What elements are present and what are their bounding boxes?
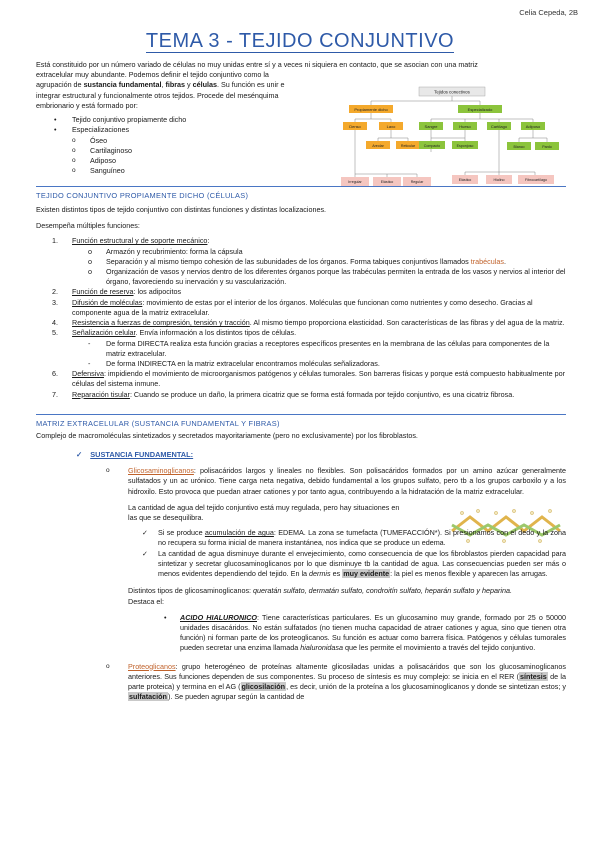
list-item: o Armazón y recubrimiento: forma la cápsula	[88, 246, 243, 256]
gag-types: Distintos tipos de glicosaminoglicanos: queratán sulfato, dermatán sulfato, condroitín sulfato, heparán sulfato y heparina.	[128, 586, 512, 596]
section-intro: Complejo de macromoléculas sintetizados y secretados mayoritariamente (pero no exclusivamente) por los fibroblastos.	[36, 431, 418, 441]
list-item: • Especializaciones	[54, 125, 566, 135]
list-item: o Organización de vasos y nervios dentro de los diferentes órganos porque las trabéculas permiten la entrada de los vasos y nervios al interior del órgano, favoreciendo su inervación y su vascularización.	[88, 267, 566, 287]
list-item: o Glicosaminoglicanos: polisacáridos largos y lineales no flexibles. Son polisacáridos formados por un amino azúcar generalmente sulfatados y un ac urónico. Tiene carga neta negativa, debido fundamental a los grupos sulfato, pero tb a los grupos carboxilo y a los hidroxilo. Esto provoca que puedan atraer cationes y por tanto agua, contribuyendo a la hidratación de la matriz extracelular.	[106, 466, 566, 496]
node-laxo-label: Laxo	[386, 124, 396, 129]
function-item: 4. Resistencia a fuerzas de compresión, tensión y tracción. Al mismo tiempo proporciona elasticidad. Son características de las fibras y del agua de la matriz.	[52, 318, 565, 328]
list-item: o Sanguíneo	[72, 166, 566, 176]
node-blanco-label: Blanco	[513, 145, 525, 149]
list-item: ✓ Si se produce acumulación de agua: EDEMA. La zona se tumefacta (TUMEFACCIÓN*). Si presionamos con el dedo y la zona no recupera su forma inicial de manera instantánea, nos indica que se produce un edema.	[142, 528, 567, 548]
section-title: TEJIDO CONJUNTIVO PROPIAMENTE DICHO (CÉLULAS)	[36, 191, 249, 201]
checkmark-icon: ✓	[142, 528, 149, 538]
function-sublist	[88, 247, 566, 288]
node-compacto-label: Compacto	[423, 144, 441, 148]
node-hialino-label: Hialino	[493, 178, 505, 182]
intro-text	[36, 70, 326, 111]
intro-line-1: Está constituido por un número variado de células no muy unidas entre sí y a veces ni siquiera en contacto, que se asocian con una matriz	[36, 60, 478, 69]
gag-types-post: Destaca el:	[128, 596, 164, 606]
node-fibrocartilago-label: Fibrocartílago	[525, 178, 547, 182]
node-especializado-label: Especializado	[467, 107, 493, 112]
section-intro: Existen distintos tipos de tejido conjuntivo con distintas funciones y distintas localizaciones.	[36, 204, 327, 214]
node-adiposo-label: Adiposo	[525, 124, 541, 129]
function-item: 6. Defensiva: impidiendo el movimiento de microorganismos patógenos y células tumorales. Son barreras físicas y porque está compuesto habitualmente por células del sistema inmune.	[52, 369, 566, 389]
intro-line-4: integrar estructural y funcionalmente otros tejidos. Procede del mesénquima	[36, 90, 279, 100]
water-block	[36, 503, 566, 523]
document-body	[36, 60, 566, 702]
bullet-icon: o	[106, 662, 110, 670]
list-item: o Óseo	[72, 136, 566, 146]
node-irregular-label: Irregular	[348, 180, 362, 184]
node-reticular-label: Reticular	[400, 144, 416, 148]
title-underline	[146, 52, 454, 53]
list-item: • Tejido conjuntivo propiamente dicho	[54, 115, 566, 125]
list-item: o Proteoglicanos: grupo heterogéneo de proteínas altamente glicosiladas unidas a polisacáridos que son los glucosaminoglicanos anteriores. Sus funciones dependen de sus componentes. Su proceso de síntesis es muy complejo: se inicia en el RER (síntesis de la parte proteica) y termina en el AG (glicosilación, es decir, unión de la proteína a los glucosaminoglicanos y donde se sintetizan estos; y sulfatación). Se pueden agrupar según la cantidad de	[106, 661, 566, 702]
node-propiamente-label: Propiamente dicho	[354, 107, 388, 112]
node-cartilago-label: Cartílago	[490, 124, 508, 129]
node-esponjoso-label: Esponjoso	[456, 144, 474, 148]
intro-line-2: extracelular muy abundante. Podemos definir el tejido conjuntivo como la	[36, 70, 269, 80]
bullet-icon: •	[164, 612, 167, 622]
author-name: Celia Cepeda, 2B	[519, 8, 578, 17]
node-hueso-label: Hueso	[459, 124, 471, 129]
bullet-icon: o	[106, 467, 110, 475]
checkmark-icon: ✓	[142, 548, 149, 558]
intro-line-3: agrupación de sustancia fundamental, fibras y células. Su función es unir e	[36, 80, 285, 90]
section-title: MATRIZ EXTRACELULAR (SUSTANCIA FUNDAMENTAL Y FIBRAS)	[36, 418, 280, 428]
node-areolar-label: Areolar	[372, 144, 384, 148]
list-item: o Adiposo	[72, 156, 566, 166]
page-title: TEMA 3 - TEJIDO CONJUNTIVO	[145, 30, 455, 52]
list-item: - De forma DIRECTA realiza esta función gracias a receptores específicos presentes en la membrana de las células para componentes de la matriz extracelular.	[88, 338, 550, 358]
water-text: La cantidad de agua del tejido conjuntivo está muy regulada, pero hay situaciones en las que se desequilibra.	[128, 502, 400, 522]
node-denso-label: Denso	[349, 124, 361, 129]
node-regular-label: Regular	[410, 180, 424, 184]
node-elastico-2-label: Elástico	[458, 178, 472, 182]
functions-label: Desempeña múltiples funciones:	[36, 221, 140, 231]
list-item: - De forma INDIRECTA en la matriz extracelular encontramos moléculas señalizadoras.	[88, 358, 380, 368]
section-divider	[36, 414, 566, 415]
list-item: • ACIDO HIALURONICO: Tiene características particulares. Es un glucosamino muy grande, formado por 25 o 50000 unidades disacáridos. No están sulfatados (no tienen mucha capacidad de atraer cationes y agua, sino que tienen otra función) ni forman parte de los proteoglicanos. Su función es actuar como barrera física. Patógenos y células tumorales pueden secretar una enzima llamada hialuronidasa que les permite el movimiento a través del tejido conjuntivo.	[164, 612, 566, 653]
function-item: 1. Función estructural y de soporte mecánico:	[52, 236, 210, 246]
list-item: o Cartilaginoso	[72, 146, 566, 156]
subsection-title: ✓ SUSTANCIA FUNDAMENTAL:	[76, 449, 194, 459]
function-item: 2. Función de reserva: los adipocitos	[52, 287, 182, 297]
function-item: 5. Señalización celular. Envía información a los distintos tipos de células.	[52, 328, 297, 338]
function-sublist	[88, 339, 566, 370]
function-item: 3. Difusión de moléculas: movimiento de estas por el interior de los órganos. Moléculas que funcionan como nutrientes y como desecho. Gracias al componente agua de la matriz extracelular.	[52, 297, 533, 317]
node-sangre-label: Sangre	[424, 124, 438, 129]
list-item: ✓ La cantidad de agua disminuye durante el envejecimiento, como consecuencia de que los fibroblastos pierden capacidad para sintetizar y secretar glucosaminoglicanos por lo que disminuye tb la cantidad de agua. Las consecuencias pueden ser más o menos evidentes dependiendo del tejido. En la dermis es muy evidente: la piel es menos flexible y aparecen las arrugas.	[142, 548, 566, 579]
node-elastico-1-label: Elástico	[380, 180, 394, 184]
connective-tissue-diagram	[335, 84, 570, 206]
function-item: 7. Reparación tisular: Cuando se produce un daño, la primera cicatriz que se forma está formada por tejido conjuntivo, es una cicatriz fibrosa.	[52, 389, 515, 399]
intro-line-5: embrionario y está formado por:	[36, 100, 138, 110]
node-pardo-label: Pardo	[542, 145, 552, 149]
node-root-label: Tejidos conectivos	[434, 89, 470, 95]
functions-list	[52, 236, 566, 400]
intro-block	[36, 60, 566, 184]
list-item: o Separación y al mismo tiempo cohesión de las subunidades de los órganos. Forma tabiques conjuntivos llamados trabéculas.	[88, 256, 506, 266]
checkmark-icon: ✓	[76, 449, 83, 459]
